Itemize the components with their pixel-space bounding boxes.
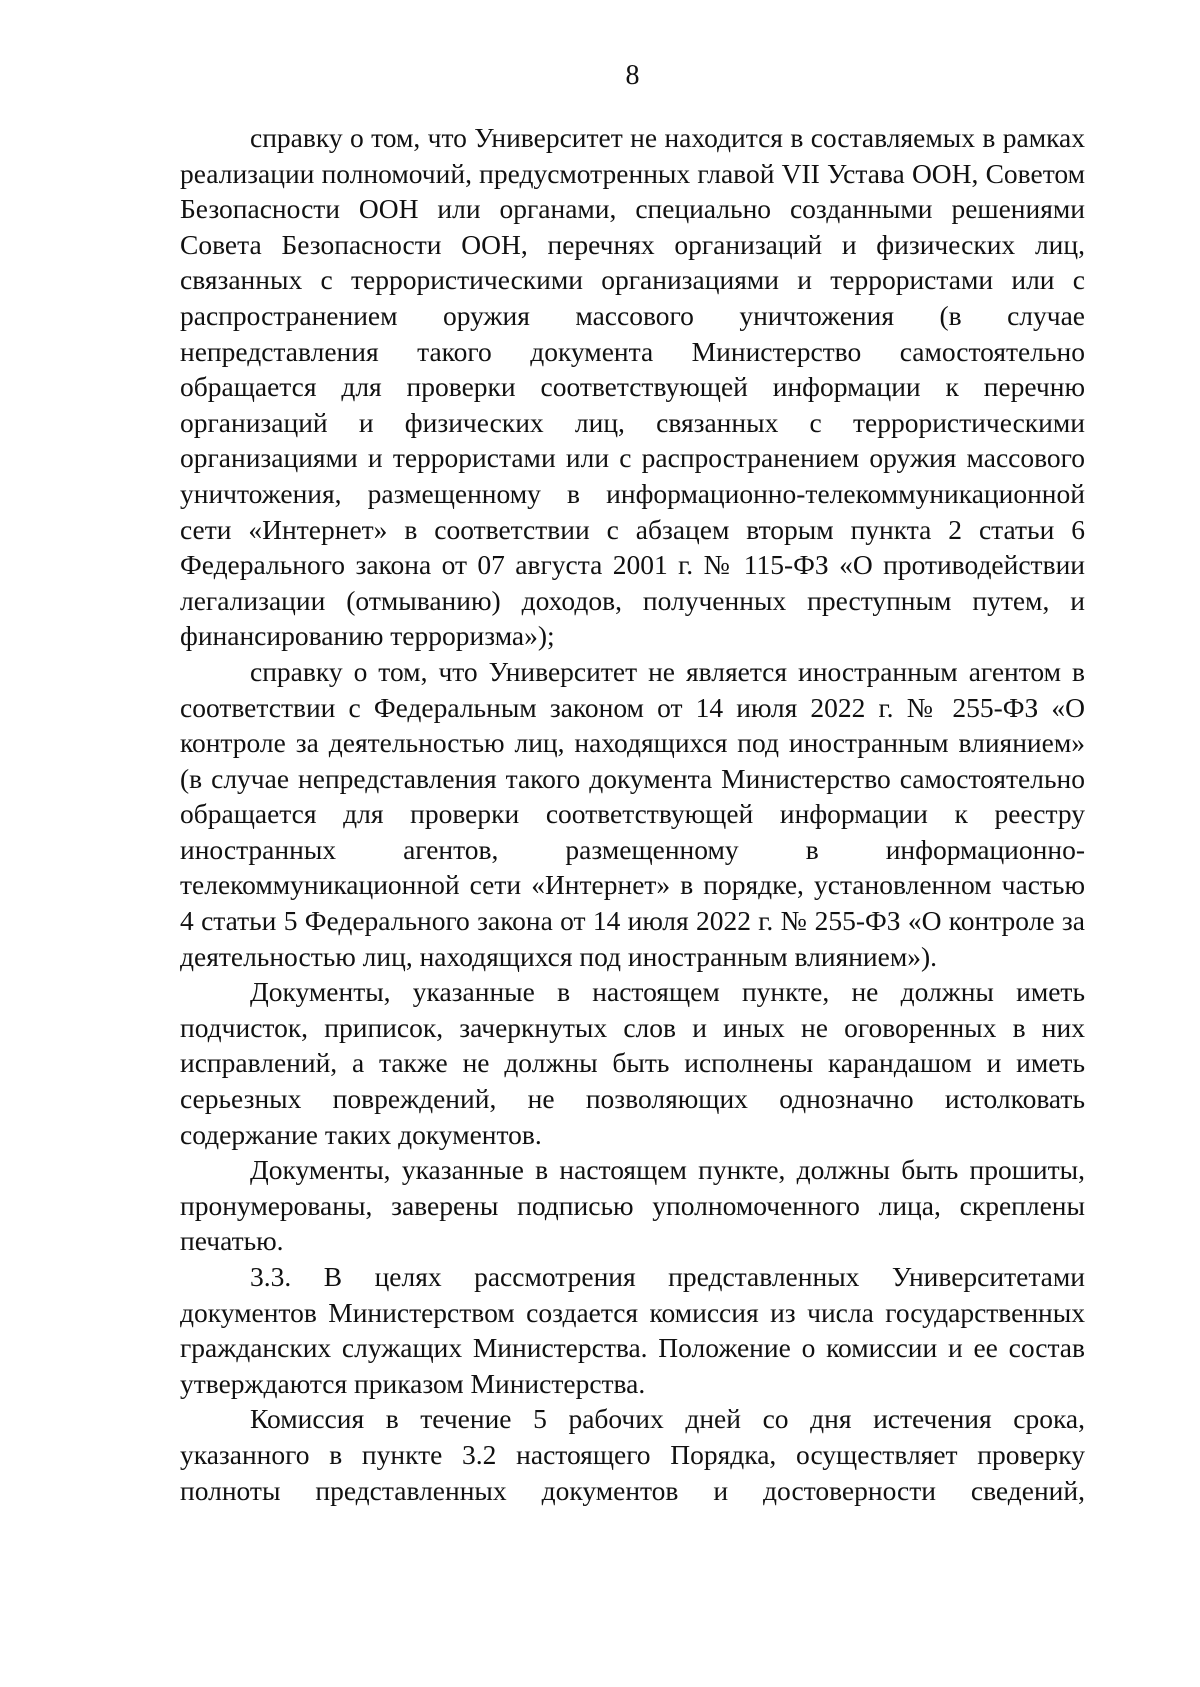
paragraph-un-sanctions-certificate: справку о том, что Университет не находится в составляемых в рамках реализации полномочий, предусмотренных главой VII Устава ООН, Советом Безопасности ООН или органами, специально созданными решениями Совета Безопасности ООН, перечнях организаций и физических лиц, связанных с террористическими организациями и террористами или с распространением оружия массового уничтожения (в случае непредставления такого документа Министерство самостоятельно обращается для проверки соответствующей информации к перечню организаций и физических лиц, связанных с террористическими организациями и террористами или с распространением оружия массового уничтожения, размещенному в информационно-телекоммуникационной сети «Интернет» в соответствии с абзацем вторым пункта 2 статьи 6 Федерального закона от 07 августа 2001 г. № 115-ФЗ «О противодействии легализации (отмыванию) доходов, полученных преступным путем, и финансированию терроризма»); <box>180 122 1085 652</box>
page-number: 8 <box>625 60 640 91</box>
paragraph-commission-creation: 3.3. В целях рассмотрения представленных Университетами документов Министерством создается комиссия из числа государственных гражданских служащих Министерства. Положение о комиссии и ее состав утверждаются приказом Министерства. <box>180 1261 1085 1399</box>
paragraph-commission-review: Комиссия в течение 5 рабочих дней со дня истечения срока, указанного в пункте 3.2 настоящего Порядка, осуществляет проверку полноты представленных документов и достоверности сведений, <box>180 1403 1085 1506</box>
paragraph-document-requirements: Документы, указанные в настоящем пункте, не должны иметь подчисток, приписок, зачеркнутых слов и иных не оговоренных в них исправлений, а также не должны быть исполнены карандашом и иметь серьезных повреждений, не позволяющих однозначно истолковать содержание таких документов. <box>180 976 1085 1150</box>
paragraph-document-binding: Документы, указанные в настоящем пункте, должны быть прошиты, пронумерованы, заверены подписью уполномоченного лица, скреплены печатью. <box>180 1154 1085 1257</box>
document-body <box>180 120 1085 1508</box>
paragraph-foreign-agent-certificate: справку о том, что Университет не является иностранным агентом в соответствии с Федеральным законом от 14 июля 2022 г. № 255-ФЗ «О контроле за деятельностью лиц, находящихся под иностранным влиянием» (в случае непредставления такого документа Министерство самостоятельно обращается для проверки соответствующей информации к реестру иностранных агентов, размещенному в информационно-телекоммуникационной сети «Интернет» в порядке, установленном частью 4 статьи 5 Федерального закона от 14 июля 2022 г. № 255-ФЗ «О контроле за деятельностью лиц, находящихся под иностранным влиянием»). <box>180 655 1085 972</box>
